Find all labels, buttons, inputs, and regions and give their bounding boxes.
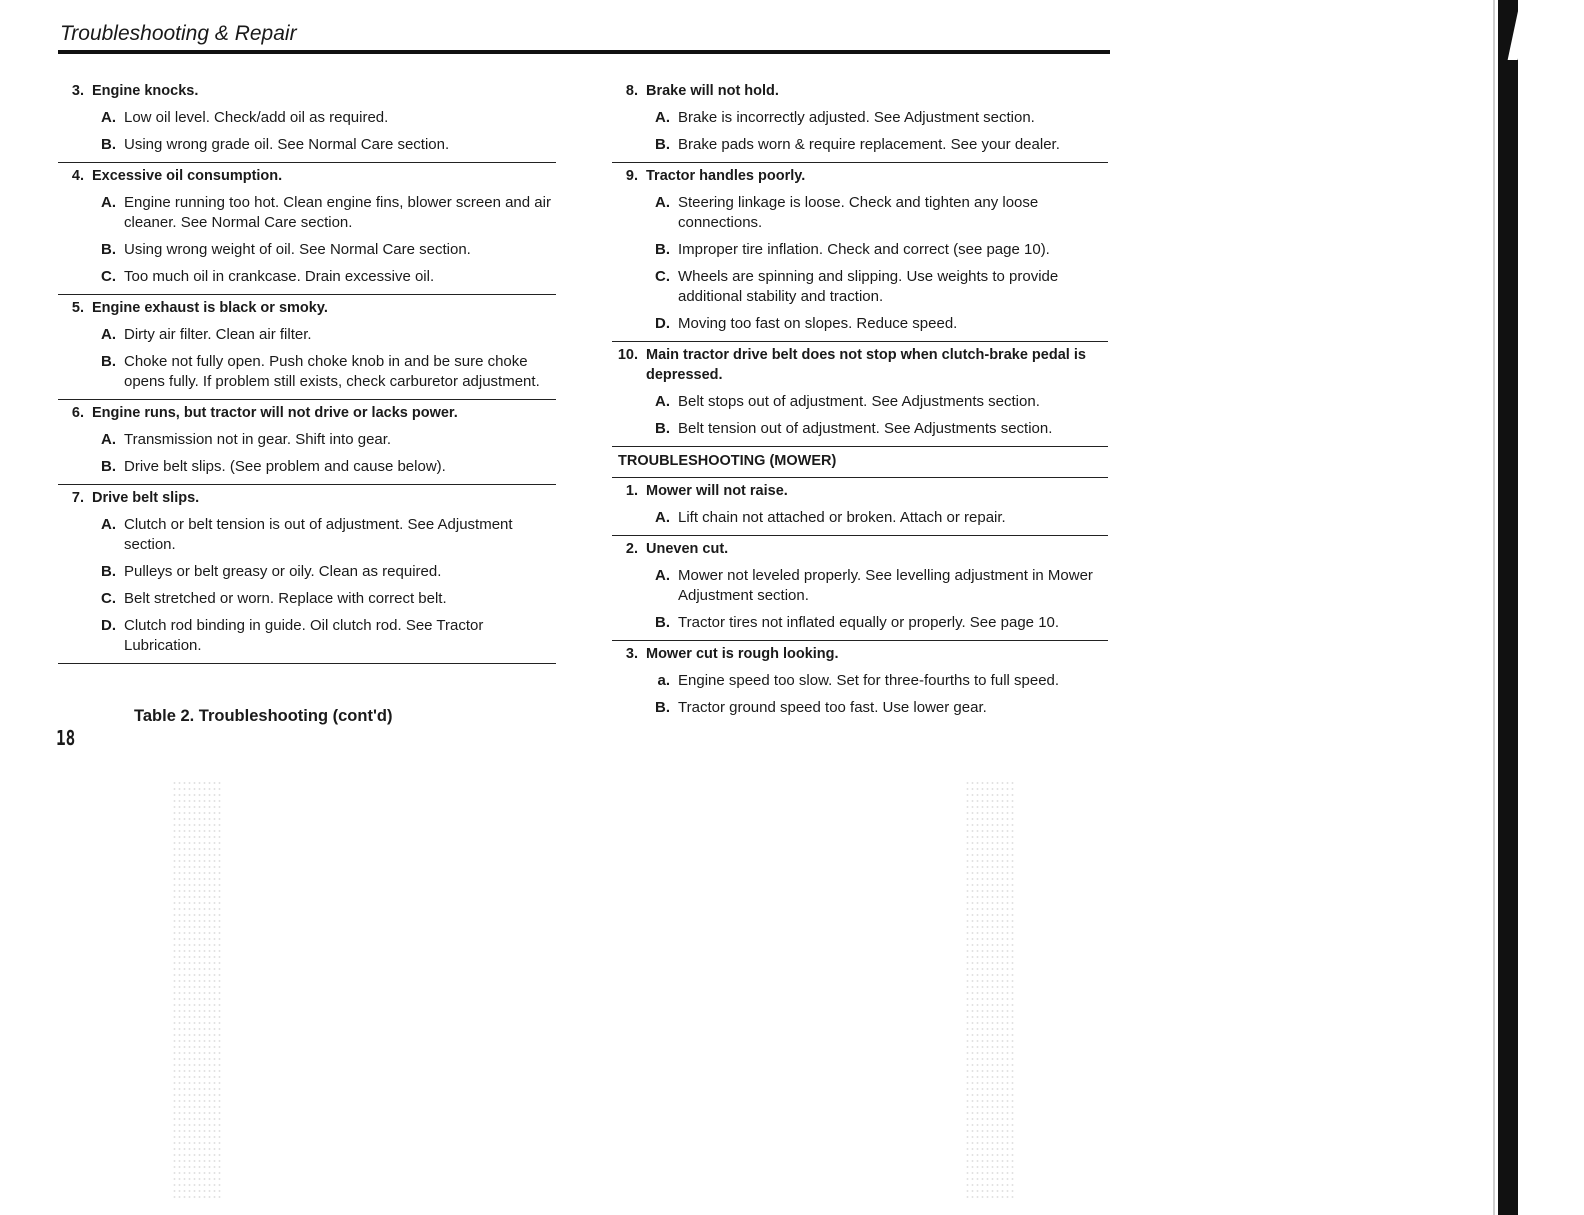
trouble-section xyxy=(612,478,1108,536)
cause-letter: B. xyxy=(101,563,116,580)
problem-heading xyxy=(58,402,556,428)
cause-text: Too much oil in crankcase. Drain excessive oil. xyxy=(124,268,435,285)
cause-item xyxy=(612,611,1108,638)
trouble-section xyxy=(612,641,1108,725)
cause-item xyxy=(612,312,1108,339)
cause-text: Using wrong grade oil. See Normal Care section. xyxy=(124,136,450,153)
cause-item xyxy=(612,669,1108,696)
cause-item xyxy=(58,428,556,455)
cause-text: Improper tire inflation. Check and correct (see page 10). xyxy=(678,241,1050,258)
cause-text: Mower not leveled properly. See levelling adjustment in Mower Adjustment section. xyxy=(678,567,1093,604)
cause-text: Clutch rod binding in guide. Oil clutch rod. See Tractor Lubrication. xyxy=(124,617,484,654)
cause-letter: C. xyxy=(101,268,116,285)
cause-letter: a. xyxy=(657,672,670,689)
cause-letter: B. xyxy=(101,241,116,258)
left-column xyxy=(58,78,556,664)
cause-letter: A. xyxy=(655,109,670,126)
cause-text: Tractor tires not inflated equally or properly. See page 10. xyxy=(678,614,1060,631)
page-number: 18 xyxy=(56,726,76,750)
cause-text: Clutch or belt tension is out of adjustment. See Adjustment section. xyxy=(124,516,513,553)
cause-item xyxy=(612,506,1108,533)
cause-letter: C. xyxy=(101,590,116,607)
cause-letter: A. xyxy=(101,194,116,211)
header-rule xyxy=(58,50,1110,54)
problem-number: 5. xyxy=(71,300,84,316)
scan-texture-left xyxy=(172,780,222,1200)
page-header-title: Troubleshooting & Repair xyxy=(60,22,297,45)
problem-heading xyxy=(612,538,1108,564)
cause-item xyxy=(58,265,556,292)
cause-letter: A. xyxy=(655,194,670,211)
cause-text: Choke not fully open. Push choke knob in and be sure choke opens fully. If problem still exists, check carburetor adjustment. xyxy=(124,353,540,390)
trouble-section xyxy=(612,163,1108,342)
cause-item xyxy=(58,513,556,560)
cause-text: Dirty air filter. Clean air filter. xyxy=(124,326,312,343)
problem-number: 2. xyxy=(625,541,638,557)
cause-letter: B. xyxy=(655,614,670,631)
problem-number: 3. xyxy=(625,646,638,662)
cause-letter: C. xyxy=(655,268,670,285)
problem-text: Mower cut is rough looking. xyxy=(646,646,839,662)
cause-text: Low oil level. Check/add oil as required. xyxy=(124,109,389,126)
cause-item xyxy=(612,238,1108,265)
cause-letter: B. xyxy=(101,136,116,153)
cause-letter: A. xyxy=(101,431,116,448)
trouble-section xyxy=(58,163,556,295)
cause-letter: D. xyxy=(101,617,116,634)
problem-number: 7. xyxy=(71,490,84,506)
cause-letter: B. xyxy=(655,136,670,153)
cause-item xyxy=(58,106,556,133)
cause-text: Transmission not in gear. Shift into gear. xyxy=(124,431,392,448)
cause-item xyxy=(58,323,556,350)
cause-text: Brake pads worn & require replacement. See your dealer. xyxy=(678,136,1060,153)
mower-section-heading: TROUBLESHOOTING (MOWER) xyxy=(612,447,1108,478)
table-caption: Table 2. Troubleshooting (cont'd) xyxy=(134,707,393,725)
cause-item xyxy=(58,350,556,397)
problem-text: Tractor handles poorly. xyxy=(646,168,806,184)
cause-item xyxy=(612,265,1108,312)
problem-heading xyxy=(58,297,556,323)
problem-text: Excessive oil consumption. xyxy=(92,168,283,184)
cause-letter: B. xyxy=(101,353,116,370)
scan-texture-right xyxy=(965,780,1015,1200)
page-edge-line xyxy=(1493,0,1495,1215)
cause-item xyxy=(612,696,1108,723)
trouble-section xyxy=(58,485,556,664)
cause-text: Engine speed too slow. Set for three-fourths to full speed. xyxy=(678,672,1060,689)
problem-heading xyxy=(58,80,556,106)
problem-number: 9. xyxy=(625,168,638,184)
cause-item xyxy=(58,587,556,614)
cause-letter: A. xyxy=(101,326,116,343)
problem-number: 10. xyxy=(617,347,638,363)
cause-letter: D. xyxy=(655,315,670,332)
cause-text: Lift chain not attached or broken. Attach or repair. xyxy=(678,509,1006,526)
cause-item xyxy=(612,191,1108,238)
problem-number: 3. xyxy=(71,83,84,99)
problem-heading xyxy=(58,487,556,513)
trouble-section xyxy=(612,78,1108,163)
cause-text: Belt stretched or worn. Replace with correct belt. xyxy=(124,590,447,607)
cause-text: Belt stops out of adjustment. See Adjustments section. xyxy=(678,393,1040,410)
cause-text: Drive belt slips. (See problem and cause below). xyxy=(124,458,446,475)
right-column-problems xyxy=(612,78,1108,447)
problem-number: 6. xyxy=(71,405,84,421)
problem-heading xyxy=(612,80,1108,106)
cause-letter: A. xyxy=(655,567,670,584)
cause-item xyxy=(58,614,556,661)
cause-item xyxy=(58,455,556,482)
cause-letter: B. xyxy=(655,699,670,716)
problem-text: Main tractor drive belt does not stop when clutch-brake pedal is depressed. xyxy=(646,347,1086,383)
right-column xyxy=(612,78,1108,725)
problem-heading xyxy=(612,643,1108,669)
cause-letter: A. xyxy=(655,509,670,526)
problem-heading xyxy=(58,165,556,191)
problem-number: 1. xyxy=(625,483,638,499)
cause-item xyxy=(612,133,1108,160)
cause-letter: B. xyxy=(101,458,116,475)
cause-item xyxy=(58,238,556,265)
cause-item xyxy=(612,417,1108,444)
cause-item xyxy=(58,133,556,160)
problem-heading xyxy=(612,165,1108,191)
cause-item xyxy=(612,564,1108,611)
cause-item xyxy=(58,560,556,587)
cause-text: Steering linkage is loose. Check and tighten any loose connections. xyxy=(678,194,1039,231)
cause-text: Pulleys or belt greasy or oily. Clean as required. xyxy=(124,563,442,580)
cause-text: Tractor ground speed too fast. Use lower gear. xyxy=(678,699,987,716)
cause-letter: A. xyxy=(655,393,670,410)
problem-number: 4. xyxy=(71,168,84,184)
problem-text: Engine runs, but tractor will not drive or lacks power. xyxy=(92,405,458,421)
cause-text: Engine running too hot. Clean engine fins, blower screen and air cleaner. See Normal Care section. xyxy=(124,194,551,231)
problem-text: Engine knocks. xyxy=(92,83,199,99)
cause-letter: B. xyxy=(655,241,670,258)
cause-item xyxy=(58,191,556,238)
cause-item xyxy=(612,390,1108,417)
problem-text: Uneven cut. xyxy=(646,541,729,557)
cause-letter: A. xyxy=(101,109,116,126)
problem-number: 8. xyxy=(625,83,638,99)
cause-item xyxy=(612,106,1108,133)
cause-text: Using wrong weight of oil. See Normal Care section. xyxy=(124,241,471,258)
problem-text: Brake will not hold. xyxy=(646,83,779,99)
cause-text: Wheels are spinning and slipping. Use weights to provide additional stability and traction. xyxy=(678,268,1059,305)
cause-letter: A. xyxy=(101,516,116,533)
cause-text: Moving too fast on slopes. Reduce speed. xyxy=(678,315,958,332)
cause-letter: B. xyxy=(655,420,670,437)
trouble-section xyxy=(612,536,1108,641)
problem-heading xyxy=(612,344,1108,390)
cause-text: Belt tension out of adjustment. See Adjustments section. xyxy=(678,420,1053,437)
trouble-section xyxy=(58,400,556,485)
mower-problems xyxy=(612,478,1108,725)
problem-text: Drive belt slips. xyxy=(92,490,200,506)
trouble-section xyxy=(612,342,1108,447)
trouble-section xyxy=(58,295,556,400)
cause-text: Brake is incorrectly adjusted. See Adjustment section. xyxy=(678,109,1035,126)
problem-text: Mower will not raise. xyxy=(646,483,788,499)
binding-edge-bar xyxy=(1498,0,1518,1215)
problem-heading xyxy=(612,480,1108,506)
problem-text: Engine exhaust is black or smoky. xyxy=(92,300,328,316)
trouble-section xyxy=(58,78,556,163)
